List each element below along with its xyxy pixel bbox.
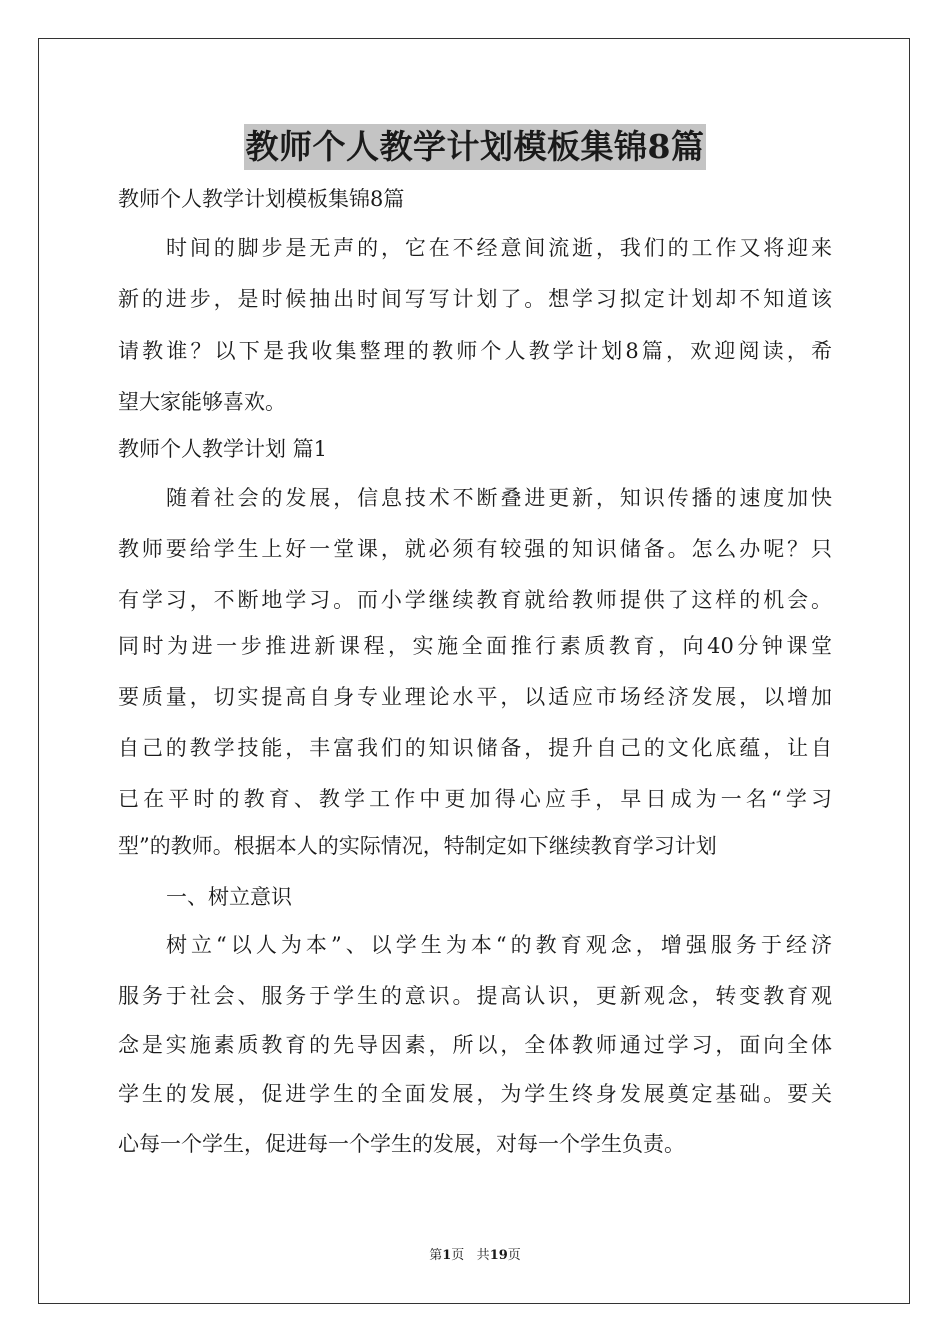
paragraph-line: 教师要给学生上好一堂课，就必须有较强的知识储备。怎么办呢？只 xyxy=(118,537,832,561)
paragraph-line: 树立“以人为本”、以学生为本“的教育观念，增强服务于经济 xyxy=(166,933,832,957)
subsection-heading: 一、树立意识 xyxy=(166,885,292,909)
page-footer xyxy=(0,1246,950,1266)
subtitle-line: 教师个人教学计划模板集锦8篇 xyxy=(118,187,405,211)
paragraph-line: 念是实施素质教育的先导因素，所以，全体教师通过学习，面向全体 xyxy=(118,1033,832,1057)
page-prefix: 第 xyxy=(429,1248,443,1263)
paragraph-line: 自己的教学技能，丰富我们的知识储备，提升自己的文化底蕴，让自 xyxy=(118,736,832,760)
total-prefix: 共 xyxy=(476,1248,490,1263)
paragraph-line: 心每一个学生，促进每一个学生的发展，对每一个学生负责。 xyxy=(118,1132,685,1156)
document-title: 教师个人教学计划模板集锦8篇 xyxy=(244,124,707,170)
total-suffix: 页 xyxy=(507,1248,521,1263)
paragraph-line: 有学习，不断地学习。而小学继续教育就给教师提供了这样的机会。 xyxy=(118,588,832,612)
page-border xyxy=(38,38,910,1304)
page-number: 1 xyxy=(442,1248,452,1263)
paragraph-line: 已在平时的教育、教学工作中更加得心应手，早日成为一名“学习 xyxy=(118,787,832,811)
paragraph-line: 新的进步，是时候抽出时间写写计划了。想学习拟定计划却不知道该 xyxy=(118,287,832,311)
paragraph-line: 型”的教师。根据本人的实际情况，特制定如下继续教育学习计划 xyxy=(118,834,717,858)
paragraph-line: 随着社会的发展，信息技术不断叠进更新，知识传播的速度加快 xyxy=(166,486,832,510)
paragraph-line: 要质量，切实提高自身专业理论水平，以适应市场经济发展，以增加 xyxy=(118,685,832,709)
title-wrap xyxy=(0,124,950,170)
paragraph-line: 同时为进一步推进新课程，实施全面推行素质教育，向40分钟课堂 xyxy=(118,634,832,658)
section-heading: 教师个人教学计划 篇1 xyxy=(118,437,328,461)
page-suffix: 页 xyxy=(451,1248,465,1263)
paragraph-line: 学生的发展，促进学生的全面发展，为学生终身发展奠定基础。要关 xyxy=(118,1082,832,1106)
total-pages: 19 xyxy=(489,1248,508,1263)
paragraph-line: 时间的脚步是无声的，它在不经意间流逝，我们的工作又将迎来 xyxy=(166,236,832,260)
paragraph-line: 望大家能够喜欢。 xyxy=(118,390,286,414)
paragraph-line: 服务于社会、服务于学生的意识。提高认识，更新观念，转变教育观 xyxy=(118,984,832,1008)
paragraph-line: 请教谁？以下是我收集整理的教师个人教学计划8篇，欢迎阅读，希 xyxy=(118,339,832,363)
